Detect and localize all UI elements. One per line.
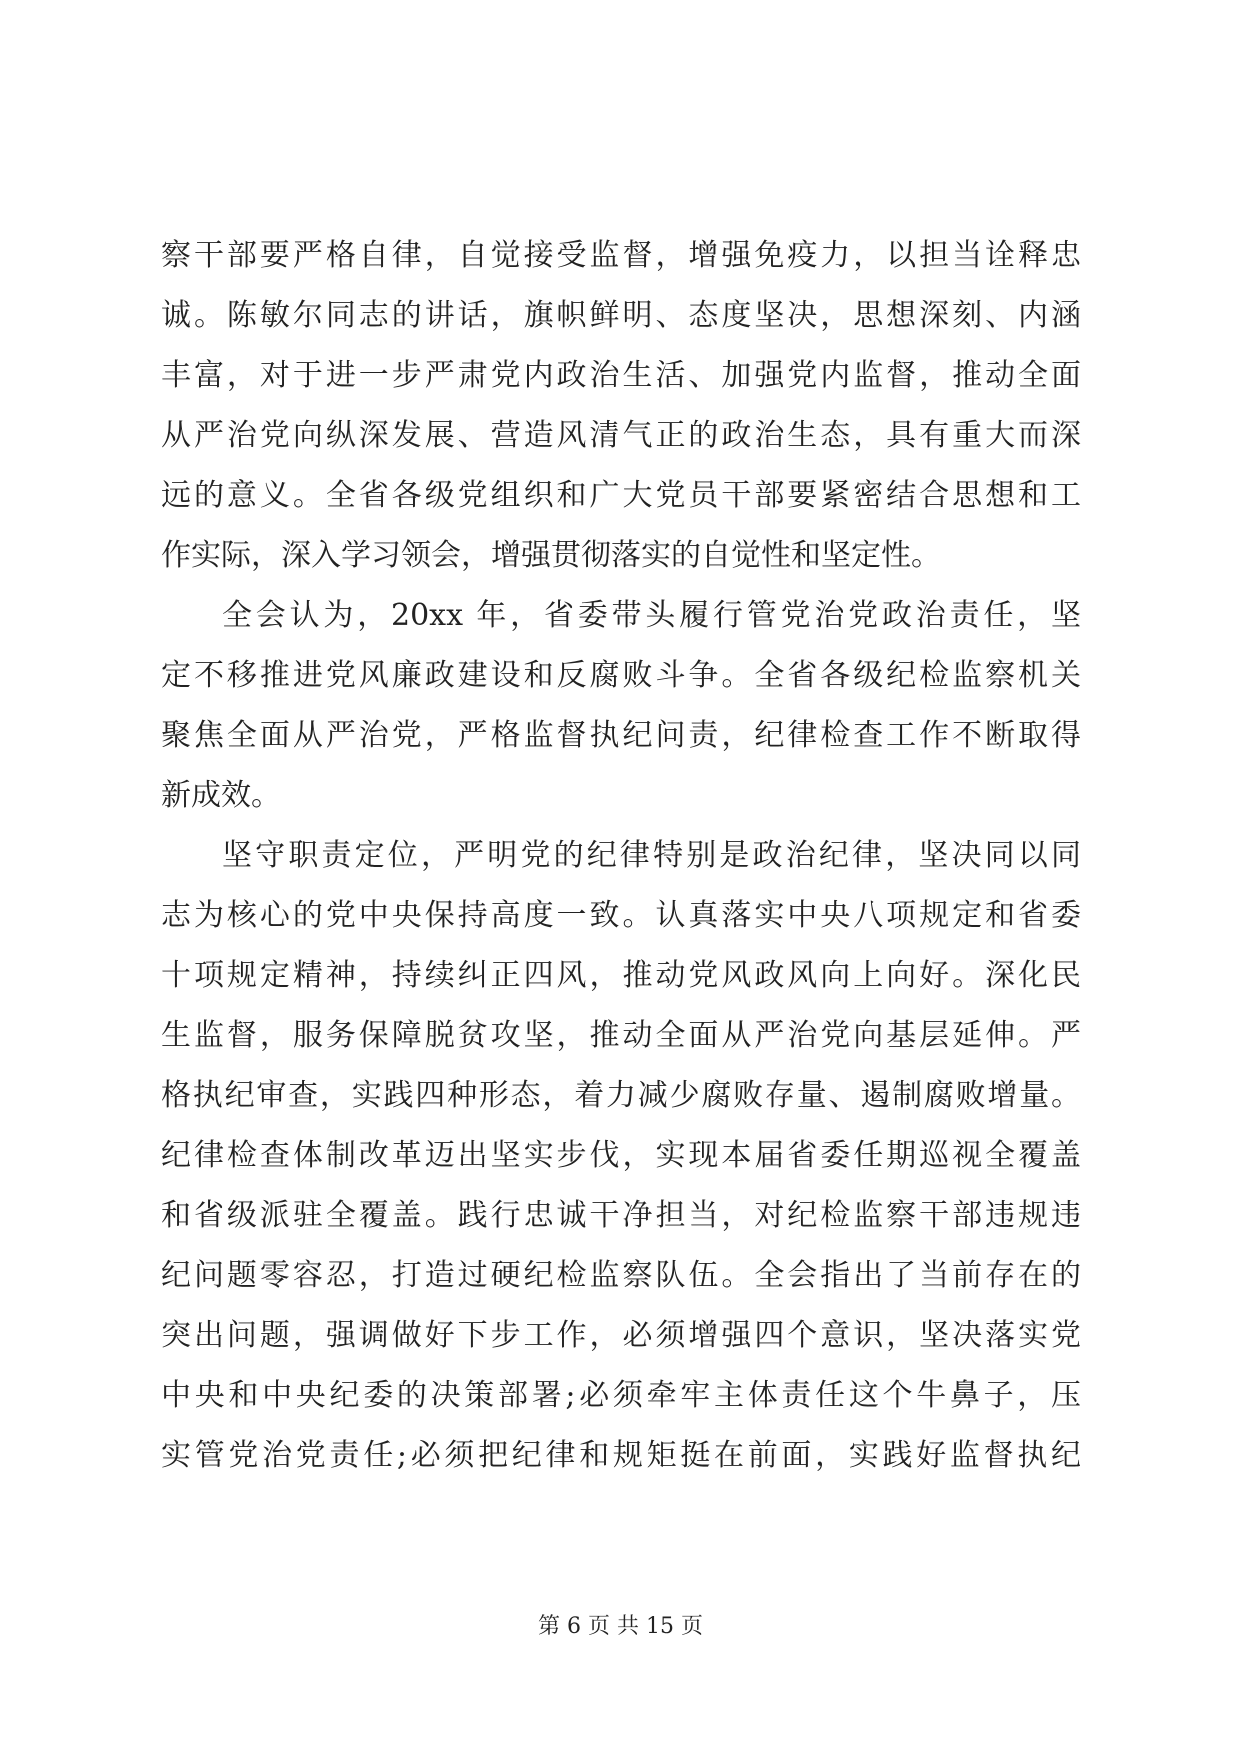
- text-line: 突出问题，强调做好下步工作，必须增强四个意识，坚决落实党: [161, 1318, 1081, 1353]
- text-line: 实管党治党责任;必须把纪律和规矩挺在前面，实践好监督执纪: [161, 1438, 1081, 1473]
- text-line: 作实际，深入学习领会，增强贯彻落实的自觉性和坚定性。: [161, 538, 941, 573]
- text-line: 定不移推进党风廉政建设和反腐败斗争。全省各级纪检监察机关: [161, 658, 1081, 693]
- page-number-footer: 第 6 页 共 15 页: [538, 1614, 703, 1639]
- text-line: 纪问题零容忍，打造过硬纪检监察队伍。全会指出了当前存在的: [161, 1258, 1081, 1293]
- text-line: 中央和中央纪委的决策部署;必须牵牢主体责任这个牛鼻子，压: [161, 1378, 1081, 1413]
- document-body: [161, 226, 1081, 1486]
- text-line: 全会认为，20xx 年，省委带头履行管党治党政治责任，坚: [222, 598, 1081, 633]
- paragraph-2: [161, 586, 1081, 826]
- text-line: 坚守职责定位，严明党的纪律特别是政治纪律，坚决同以同: [222, 838, 1081, 873]
- text-line: 生监督，服务保障脱贫攻坚，推动全面从严治党向基层延伸。严: [161, 1018, 1081, 1053]
- text-line: 和省级派驻全覆盖。践行忠诚干净担当，对纪检监察干部违规违: [161, 1198, 1081, 1233]
- text-line: 纪律检查体制改革迈出坚实步伐，实现本届省委任期巡视全覆盖: [161, 1138, 1081, 1173]
- text-line: 诚。陈敏尔同志的讲话，旗帜鲜明、态度坚决，思想深刻、内涵: [161, 298, 1081, 333]
- text-line: 从严治党向纵深发展、营造风清气正的政治生态，具有重大而深: [161, 418, 1081, 453]
- text-line: 聚焦全面从严治党，严格监督执纪问责，纪律检查工作不断取得: [161, 718, 1081, 753]
- text-line: 丰富，对于进一步严肃党内政治生活、加强党内监督，推动全面: [161, 358, 1081, 393]
- paragraph-1: [161, 226, 1081, 586]
- paragraph-3: [161, 826, 1081, 1486]
- text-line: 格执纪审查，实践四种形态，着力减少腐败存量、遏制腐败增量。: [161, 1078, 1081, 1113]
- text-line: 远的意义。全省各级党组织和广大党员干部要紧密结合思想和工: [161, 478, 1081, 513]
- text-line: 志为核心的党中央保持高度一致。认真落实中央八项规定和省委: [161, 898, 1081, 933]
- text-line: 十项规定精神，持续纠正四风，推动党风政风向上向好。深化民: [161, 958, 1081, 993]
- text-line: 察干部要严格自律，自觉接受监督，增强免疫力，以担当诠释忠: [161, 238, 1081, 273]
- text-line: 新成效。: [161, 778, 281, 813]
